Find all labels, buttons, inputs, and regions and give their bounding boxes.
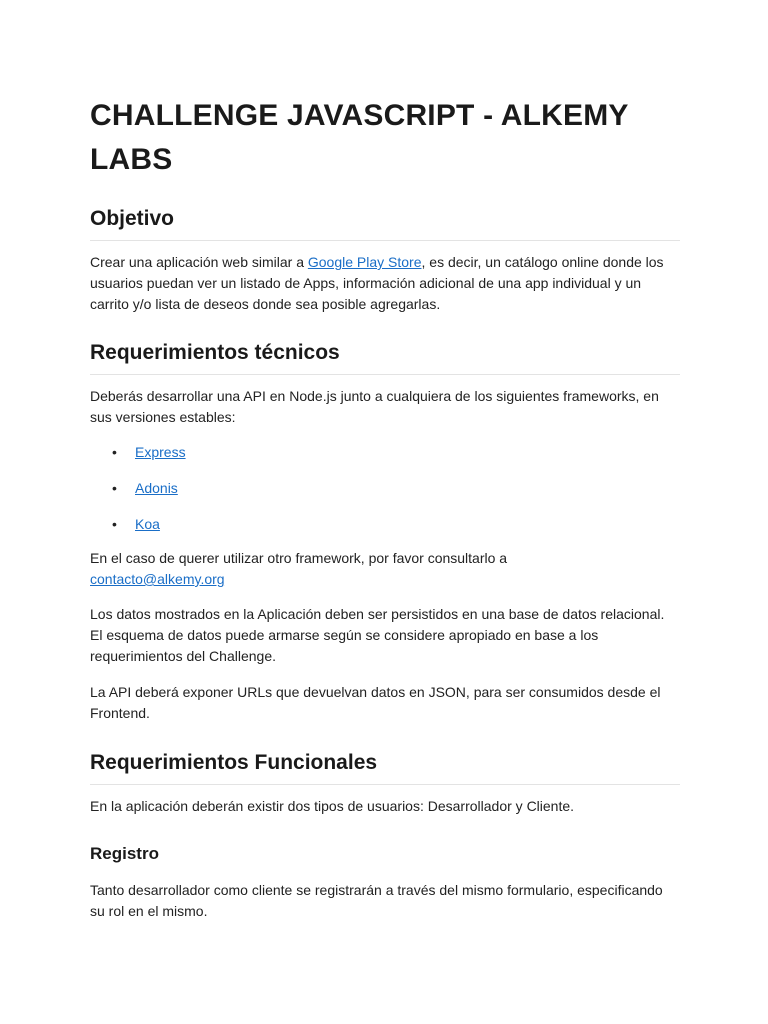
list-item-adonis <box>90 478 680 514</box>
bullet-icon: • <box>112 444 117 460</box>
api-paragraph: La API deberá exponer URLs que devuelvan datos en JSON, para ser consumidos desde el Frontend. <box>90 684 661 721</box>
google-play-store-link[interactable]: Google Play Store <box>307 254 422 270</box>
registro-paragraph: Tanto desarrollador como cliente se registrarán a través del mismo formulario, especificando su rol en el mismo. <box>90 882 663 919</box>
objetivo-text-end: , es decir, un catálogo online donde los usuarios puedan ver un listado de Apps, información adicional de una app individual y un carrito y/o lista de deseos donde sea posible agregarlas. <box>90 254 664 312</box>
frameworks-list <box>90 442 680 550</box>
list-item-koa <box>90 514 680 550</box>
bullet-icon: • <box>112 480 117 496</box>
koa-link[interactable]: Koa <box>135 516 160 532</box>
document-title: CHALLENGE JAVASCRIPT - ALKEMY LABS <box>90 99 629 176</box>
list-item-express <box>90 442 680 478</box>
subsection-heading-registro: Registro <box>90 844 159 863</box>
section-heading-requerimientos-tecnicos: Requerimientos técnicos <box>90 338 680 375</box>
tecnicos-intro-paragraph: Deberás desarrollar una API en Node.js junto a cualquiera de los siguientes frameworks, en sus versiones estables: <box>90 388 659 425</box>
persist-paragraph: Los datos mostrados en la Aplicación deben ser persistidos en una base de datos relacional. El esquema de datos puede armarse según se considere apropiado en base a los requerimientos del Challenge. <box>90 606 665 664</box>
objetivo-paragraph <box>90 252 680 315</box>
funcionales-intro-paragraph: En la aplicación deberán existir dos tipos de usuarios: Desarrollador y Cliente. <box>90 798 575 814</box>
section-heading-requerimientos-funcionales: Requerimientos Funcionales <box>90 748 680 785</box>
objetivo-text-start: Crear una aplicación web similar a <box>90 254 308 270</box>
adonis-link[interactable]: Adonis <box>135 480 178 496</box>
section-heading-objetivo: Objetivo <box>90 204 680 241</box>
consult-paragraph <box>90 548 540 590</box>
consult-text: En el caso de querer utilizar otro framework, por favor consultarlo a <box>90 550 508 566</box>
bullet-icon: • <box>112 516 117 532</box>
express-link[interactable]: Express <box>135 444 186 460</box>
document-content <box>90 94 680 922</box>
contact-email-link[interactable]: contacto@alkemy.org <box>90 571 225 587</box>
